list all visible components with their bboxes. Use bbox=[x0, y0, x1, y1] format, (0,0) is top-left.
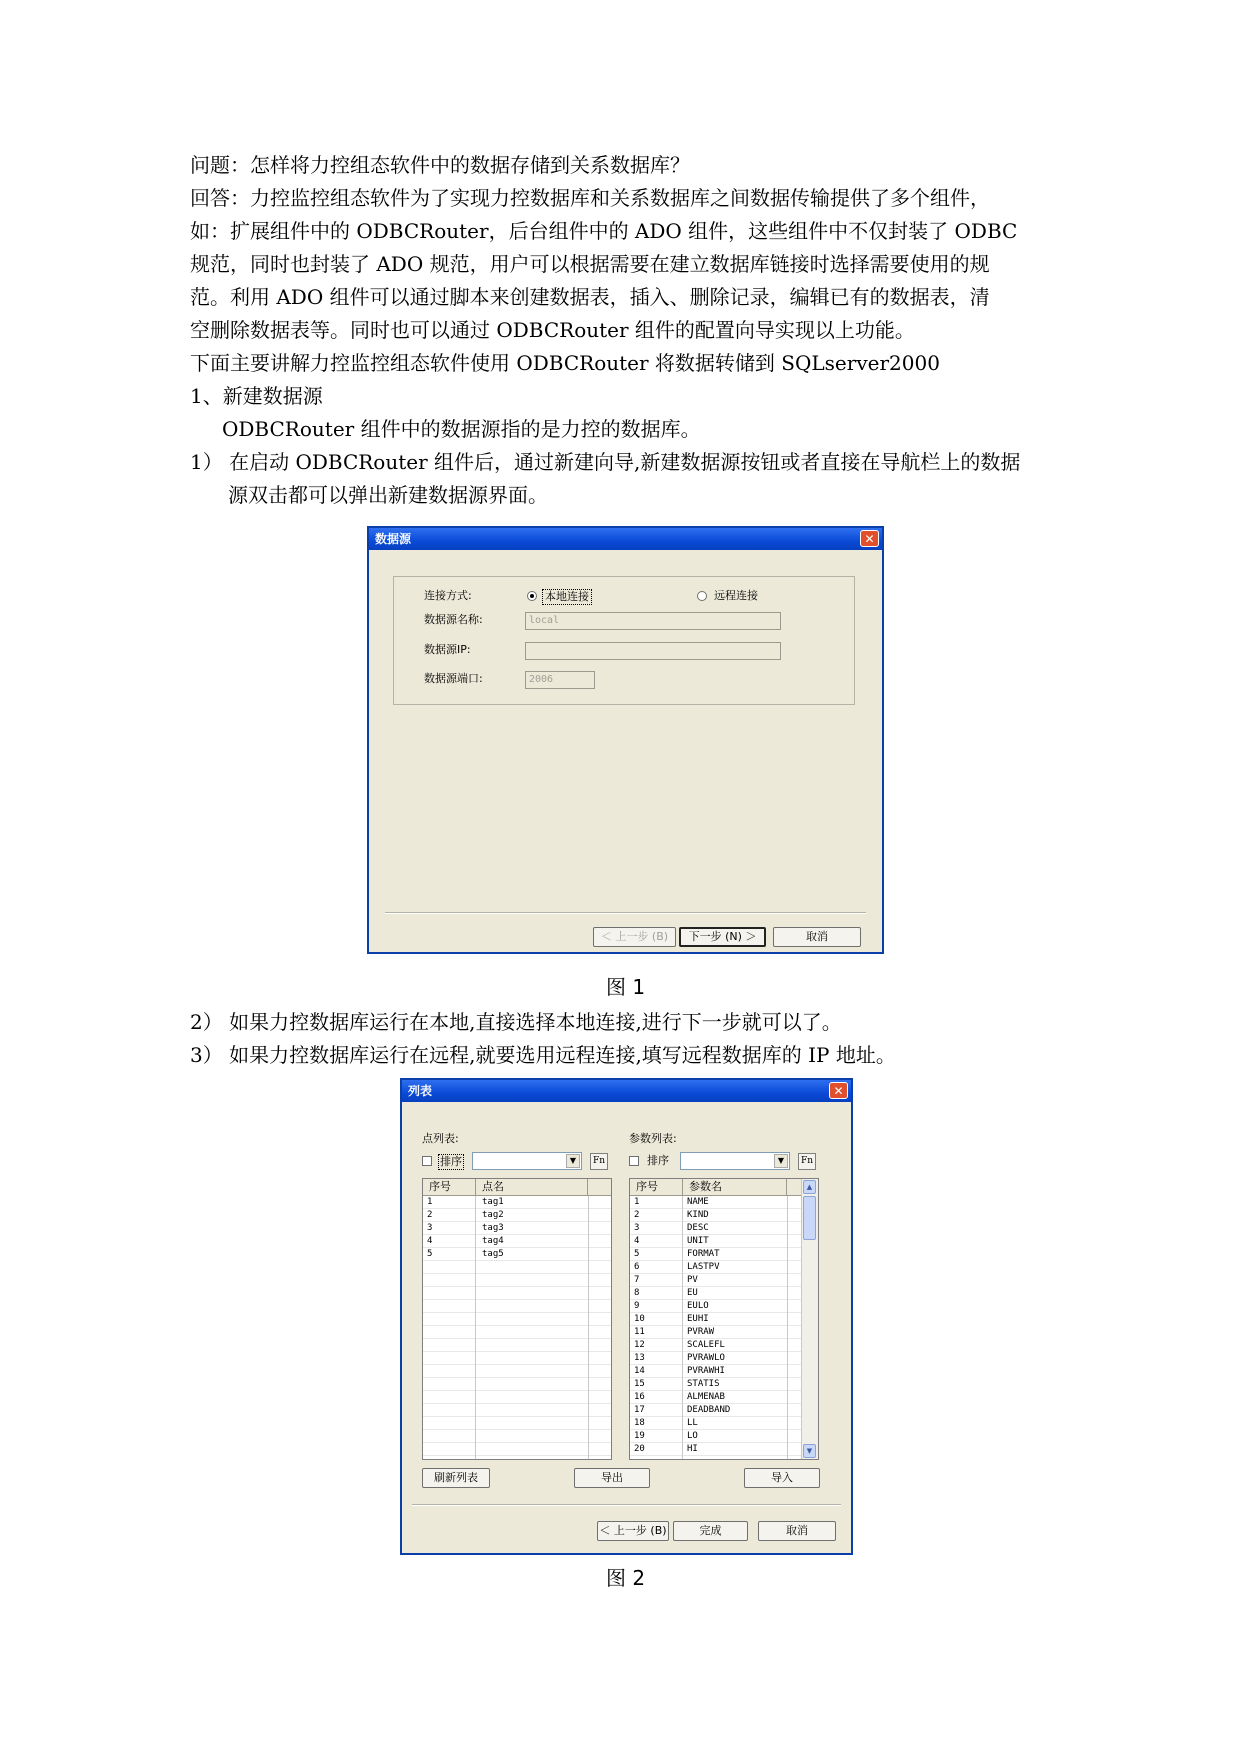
params-sort-select[interactable] bbox=[680, 1152, 790, 1170]
step-1-line-1: 1） 在启动 ODBCRouter 组件后，通过新建向导,新建数据源按钮或者直接在导航栏上的数据 bbox=[190, 450, 1021, 474]
row-param-name: FORMAT bbox=[687, 1249, 720, 1259]
row-number: 2 bbox=[634, 1210, 640, 1220]
row-param-name: SCALEFL bbox=[687, 1340, 725, 1350]
row-param-name: STATIS bbox=[687, 1379, 720, 1389]
datasource-name-label: 数据源名称: bbox=[424, 613, 483, 626]
row-number: 7 bbox=[634, 1275, 640, 1285]
row-number: 17 bbox=[634, 1405, 645, 1415]
settings-group bbox=[393, 576, 855, 705]
points-rows bbox=[423, 1196, 611, 1459]
table-row[interactable] bbox=[630, 1196, 802, 1209]
next-button[interactable]: 下一步 (N) ＞ bbox=[679, 927, 766, 947]
datasource-ip-label: 数据源IP: bbox=[424, 643, 471, 656]
connection-mode-label: 连接方式: bbox=[424, 589, 472, 602]
table-row[interactable] bbox=[630, 1326, 802, 1339]
remote-connection-radio[interactable] bbox=[697, 591, 707, 601]
section-description: ODBCRouter 组件中的数据源指的是力控的数据库。 bbox=[222, 417, 701, 441]
table-row[interactable] bbox=[630, 1313, 802, 1326]
local-connection-label[interactable]: 本地连接 bbox=[542, 589, 592, 605]
row-param-name: HI bbox=[687, 1444, 698, 1454]
table-row[interactable] bbox=[630, 1365, 802, 1378]
points-table bbox=[422, 1178, 612, 1460]
points-fn-button[interactable]: Fn bbox=[590, 1153, 608, 1170]
row-number: 14 bbox=[634, 1366, 645, 1376]
row-point-name: tag5 bbox=[482, 1249, 504, 1259]
row-param-name: PVRAW bbox=[687, 1327, 715, 1337]
table-row[interactable] bbox=[630, 1430, 802, 1443]
row-number: 1 bbox=[634, 1197, 640, 1207]
intro-text: 下面主要讲解力控监控组态软件使用 ODBCRouter 将数据转储到 SQLserver2000 bbox=[190, 351, 940, 375]
local-connection-radio[interactable] bbox=[527, 591, 537, 601]
cancel-button[interactable]: 取消 bbox=[773, 927, 861, 947]
chevron-down-icon[interactable]: ▼ bbox=[566, 1154, 580, 1168]
table-row[interactable] bbox=[630, 1404, 802, 1417]
step-1-line-2: 源双击都可以弹出新建数据源界面。 bbox=[228, 483, 548, 507]
points-sort-checkbox[interactable] bbox=[422, 1156, 432, 1166]
row-param-name: PVRAWLO bbox=[687, 1353, 725, 1363]
dialog-titlebar bbox=[402, 1080, 851, 1102]
scroll-down-icon[interactable]: ▼ bbox=[803, 1444, 816, 1458]
cancel-button[interactable]: 取消 bbox=[758, 1521, 836, 1541]
params-rows bbox=[630, 1196, 802, 1459]
row-number: 3 bbox=[427, 1223, 433, 1233]
column-header-param-name[interactable]: 参数名 bbox=[683, 1179, 787, 1195]
row-param-name: LL bbox=[687, 1418, 698, 1428]
points-sort-select[interactable] bbox=[472, 1152, 582, 1170]
dialog-titlebar bbox=[369, 528, 882, 550]
step-2-text: 2） 如果力控数据库运行在本地,直接选择本地连接,进行下一步就可以了。 bbox=[190, 1010, 842, 1034]
table-row[interactable] bbox=[630, 1261, 802, 1274]
table-row[interactable] bbox=[630, 1443, 802, 1456]
list-dialog bbox=[400, 1078, 853, 1555]
refresh-list-button[interactable]: 刷新列表 bbox=[422, 1468, 490, 1488]
answer-line-2: 如：扩展组件中的 ODBCRouter，后台组件中的 ADO 组件，这些组件中不仅封装了 ODBC bbox=[190, 219, 1018, 243]
table-row[interactable] bbox=[630, 1209, 802, 1222]
dialog-title: 列表 bbox=[408, 1084, 433, 1098]
row-number: 6 bbox=[634, 1262, 640, 1272]
table-row[interactable] bbox=[630, 1222, 802, 1235]
table-row[interactable] bbox=[630, 1235, 802, 1248]
finish-button[interactable]: 完成 bbox=[673, 1521, 748, 1541]
answer-line-1: 回答：力控监控组态软件为了实现力控数据库和关系数据库之间数据传输提供了多个组件， bbox=[190, 186, 990, 210]
row-point-name: tag4 bbox=[482, 1236, 504, 1246]
import-button[interactable]: 导入 bbox=[744, 1468, 820, 1488]
row-param-name: UNIT bbox=[687, 1236, 709, 1246]
section-heading: 1、新建数据源 bbox=[190, 384, 323, 408]
remote-connection-label[interactable]: 远程连接 bbox=[714, 589, 758, 602]
row-number: 16 bbox=[634, 1392, 645, 1402]
row-number: 8 bbox=[634, 1288, 640, 1298]
row-param-name: EULO bbox=[687, 1301, 709, 1311]
close-icon[interactable]: ✕ bbox=[829, 1082, 848, 1099]
table-row[interactable] bbox=[423, 1209, 611, 1222]
row-number: 18 bbox=[634, 1418, 645, 1428]
datasource-port-label: 数据源端口: bbox=[424, 672, 483, 685]
row-param-name: PVRAWHI bbox=[687, 1366, 725, 1376]
row-param-name: KIND bbox=[687, 1210, 709, 1220]
dialog-title: 数据源 bbox=[375, 532, 412, 546]
row-number: 4 bbox=[427, 1236, 433, 1246]
table-row[interactable] bbox=[630, 1287, 802, 1300]
figure-2-caption: 图 2 bbox=[606, 1566, 646, 1590]
column-header-point-name[interactable]: 点名 bbox=[476, 1179, 588, 1195]
previous-button[interactable]: ＜ 上一步 (B) bbox=[593, 927, 676, 947]
table-row[interactable] bbox=[630, 1274, 802, 1287]
points-list-label: 点列表: bbox=[422, 1132, 459, 1145]
answer-line-5: 空删除数据表等。同时也可以通过 ODBCRouter 组件的配置向导实现以上功能。 bbox=[190, 318, 915, 342]
row-param-name: EU bbox=[687, 1288, 698, 1298]
table-row[interactable] bbox=[630, 1391, 802, 1404]
button-divider bbox=[412, 1504, 841, 1506]
params-fn-button[interactable]: Fn bbox=[798, 1153, 816, 1170]
datasource-dialog bbox=[367, 526, 884, 954]
row-param-name: PV bbox=[687, 1275, 698, 1285]
table-row[interactable] bbox=[423, 1235, 611, 1248]
table-row[interactable] bbox=[630, 1339, 802, 1352]
params-scrollbar[interactable] bbox=[801, 1179, 818, 1459]
column-header-number[interactable]: 序号 bbox=[423, 1179, 476, 1195]
row-number: 13 bbox=[634, 1353, 645, 1363]
row-number: 5 bbox=[634, 1249, 640, 1259]
column-header-number[interactable]: 序号 bbox=[630, 1179, 683, 1195]
chevron-down-icon[interactable]: ▼ bbox=[774, 1154, 788, 1168]
table-row[interactable] bbox=[423, 1248, 611, 1261]
answer-line-4: 范。利用 ADO 组件可以通过脚本来创建数据表，插入、删除记录，编辑已有的数据表，清 bbox=[190, 285, 990, 309]
step-3-text: 3） 如果力控数据库运行在远程,就要选用远程连接,填写远程数据库的 IP 地址。 bbox=[190, 1043, 896, 1067]
row-number: 15 bbox=[634, 1379, 645, 1389]
row-number: 11 bbox=[634, 1327, 645, 1337]
previous-button[interactable]: ＜ 上一步 (B) bbox=[597, 1521, 669, 1541]
export-button[interactable]: 导出 bbox=[574, 1468, 650, 1488]
table-row[interactable] bbox=[630, 1417, 802, 1430]
row-number: 12 bbox=[634, 1340, 645, 1350]
params-table-header bbox=[630, 1179, 802, 1196]
figure-1-caption: 图 1 bbox=[606, 975, 646, 999]
close-icon[interactable]: ✕ bbox=[860, 530, 879, 547]
question-text: 问题：怎样将力控组态软件中的数据存储到关系数据库？ bbox=[190, 153, 690, 177]
row-point-name: tag1 bbox=[482, 1197, 504, 1207]
table-row[interactable] bbox=[630, 1248, 802, 1261]
table-row[interactable] bbox=[630, 1300, 802, 1313]
params-sort-label[interactable]: 排序 bbox=[647, 1154, 669, 1167]
params-table bbox=[629, 1178, 819, 1460]
scroll-thumb[interactable] bbox=[803, 1196, 816, 1240]
row-param-name: LASTPV bbox=[687, 1262, 720, 1272]
row-param-name: LO bbox=[687, 1431, 698, 1441]
row-number: 10 bbox=[634, 1314, 645, 1324]
datasource-name-input[interactable]: local bbox=[525, 612, 781, 630]
row-point-name: tag3 bbox=[482, 1223, 504, 1233]
row-param-name: NAME bbox=[687, 1197, 709, 1207]
row-param-name: ALMENAB bbox=[687, 1392, 725, 1402]
row-number: 4 bbox=[634, 1236, 640, 1246]
table-row[interactable] bbox=[423, 1222, 611, 1235]
button-divider bbox=[385, 912, 866, 914]
table-row[interactable] bbox=[423, 1196, 611, 1209]
row-number: 1 bbox=[427, 1197, 433, 1207]
scroll-up-icon[interactable]: ▲ bbox=[803, 1180, 816, 1194]
datasource-ip-input[interactable] bbox=[525, 642, 781, 660]
points-sort-label[interactable]: 排序 bbox=[440, 1155, 462, 1168]
row-param-name: EUHI bbox=[687, 1314, 709, 1324]
table-row[interactable] bbox=[630, 1352, 802, 1365]
row-number: 20 bbox=[634, 1444, 645, 1454]
row-number: 5 bbox=[427, 1249, 433, 1259]
row-number: 3 bbox=[634, 1223, 640, 1233]
row-number: 19 bbox=[634, 1431, 645, 1441]
params-sort-checkbox[interactable] bbox=[629, 1156, 639, 1166]
table-row[interactable] bbox=[630, 1378, 802, 1391]
row-point-name: tag2 bbox=[482, 1210, 504, 1220]
row-param-name: DEADBAND bbox=[687, 1405, 731, 1415]
row-number: 9 bbox=[634, 1301, 640, 1311]
row-param-name: DESC bbox=[687, 1223, 709, 1233]
datasource-port-input[interactable]: 2006 bbox=[525, 671, 595, 689]
points-table-header bbox=[423, 1179, 611, 1196]
params-list-label: 参数列表: bbox=[629, 1132, 677, 1145]
row-number: 2 bbox=[427, 1210, 433, 1220]
answer-line-3: 规范，同时也封装了 ADO 规范，用户可以根据需要在建立数据库链接时选择需要使用的规 bbox=[190, 252, 990, 276]
